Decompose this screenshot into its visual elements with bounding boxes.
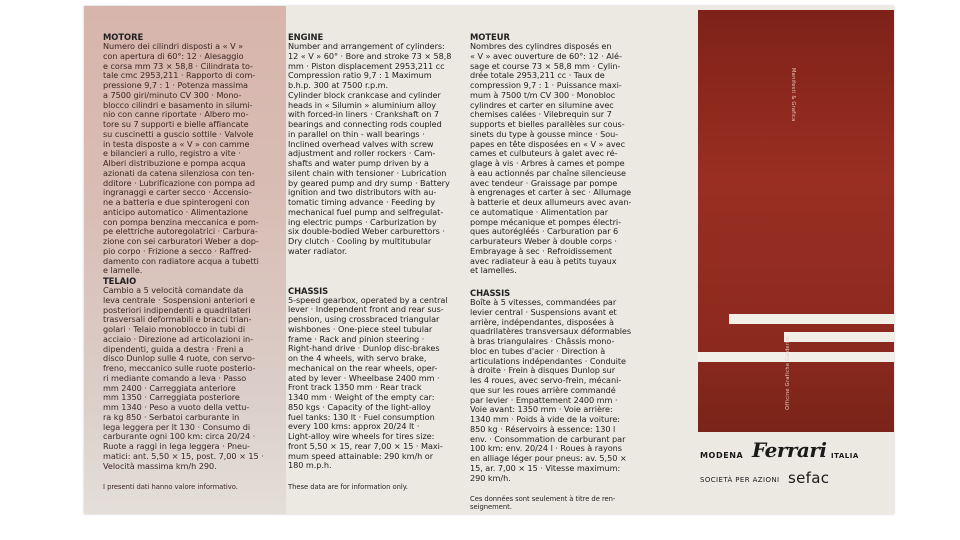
moteur-text: Nombres des cylindres disposés en « V » avec ouverture de 60°: 12 · Alé- sage et course 73 × 58,8 mm · Cylin- drée totale 2953,211 cc · Taux de compression 9,7 : 1 · Puissance maxi- mum à 7500 t/m CV 300 · Monobloc cylindres et carter en silumine avec chemises calées · Vilebrequin sur 7 supports et bielles parallèles sur cous- sinets du type à gousse mince · Sou- papes en tête disposées en « V » avec cames et culbuteurs à galet avec ré- glage à vis · Arbres à cames et pompe à eau actionnés par chaîne silencieuse avec tendeur · Graissage par pompe à engrenages et carter à sec · Allumage à batterie et deux allumeurs avec avan- ce automatique · Alimentation par pompe mécanique et pompes électri- ques autorégléés · Carburation par 6 carburateurs Weber à double corps · Embrayage à sec · Refroidissement avec radiateur à eau à petits tuyaux et lamelles. (470, 41, 632, 276)
logo-ferrari-wordmark: Ferrari (752, 438, 827, 462)
english-column (288, 32, 458, 491)
engine-text: Number and arrangement of cylinders: 12 « V » 60° · Bore and stroke 73 × 58,8 mm · Piston displacement 2953,211 cc Compression ratio 9,7 : 1 Maximum b.h.p. 300 at 7500 r.p.m. Cylinder block crankcase and cylinder heads in « Silumin » aluminium alloy with forced-in liners · Crankshaft on 7 bearings and connecting rods coupled in parallel on thin - wall bearings · Inclined overhead valves with screw adjustment and roller rockers · Cam- shafts and water pump driven by a silent chain with tensioner · Lubrication by geared pump and dry sump · Battery ignition and two distributors with au- tomatic timing advance · Feeding by mechanical fuel pump and selfregulat- ing electric pumps · Carburization by six double-bodied Weber carburettors · Dry clutch · Cooling by multitubular water radiator. (288, 41, 452, 256)
chassis-text-fr: Boîte à 5 vitesses, commandées par levier central · Suspensions avant et arrière, indépendantes, disposées à quadrilatères transversaux déformables à bras triangulaires · Châssis mono- bloc en tubes d'acier · Direction à articulations indépendantes · Conduite à droite · Frein à disques Dunlop sur les 4 roues, avec servo-frein, mécani- que sur les roues arrière commandé par levier · Empattement 2400 mm · Voie avant: 1350 mm · Voie arrière: 1340 mm · Poids à vide de la voiture: 850 kg · Réservoirs à essence: 130 l env. · Consommation de carburant par 100 km: env. 20/24 l · Roues à rayons en alliage léger pour pneus: av. 5,50 × 15, ar. 7,00 × 15 · Vitesse maximum: 290 km/h. (470, 297, 632, 483)
motore-text: Numero dei cilindri disposti a « V » con apertura di 60°: 12 · Alesaggio e corsa mm 73 × 58,8 · Cilindrata to- tale cmc 2953,211 · Rapporto di com- pressione 9,7 : 1 · Potenza massima a 7500 giri/minuto CV 300 · Mono- blocco cilindri e basamento in silumi- nio con canne riportate · Albero mo- tore su 7 supporti e bielle affiancate su cuscinetti a guscio sottile · Valvole in testa disposte a « V » con camme e bilancieri a rullo, registro a vite · Alberi distribuzione e pompa acqua azionati da catena silenziosa con ten- dditore · Lubrificazione con pompa ad ingranaggi e carter secco · Accensio- ne a batteria e due spinterogeni con anticipo automatico · Alimentazione con pompa benzina meccanica e pom- pe elettriche autoregolatrici · Carbura- zione con sei carburatori Weber a dop- pio corpo · Frizione a secco · Raffred- damento con radiatore acqua a tubetti e lamelle. (103, 41, 259, 276)
motore-heading: MOTORE (103, 32, 144, 42)
printer-credit-bottom: Officine Grafiche Calderini (785, 336, 791, 410)
italian-column (103, 32, 303, 491)
white-stripe-1 (729, 314, 894, 324)
french-column (470, 32, 640, 512)
logo-modena: MODENA (700, 451, 744, 460)
english-note: These data are for information only. (288, 483, 408, 491)
telaio-text: Cambio a 5 velocità comandate da leva centrale · Sospensioni anteriori e posteriori indipendenti a quadrilateri trasversali deformabili e bracci trian- golari · Telaio monoblocco in tubi di acciaio · Direzione ad articolazioni in- dipendenti, guida a destra · Freni a disco Dunlop sulle 4 ruote, con servo- freno, meccanico sulle ruote posterio- ri mediante comando a leva · Passo mm 2400 · Carreggiata anteriore mm 1350 · Carreggiata posteriore mm 1340 · Peso a vuoto della vettu- ra kg 850 · Serbatoi carburante in lega leggera per lt 130 · Consumo di carburante ogni 100 km: circa 20/24 · Ruote a raggi in lega leggera · Pneu- matici: ant. 5,50 × 15, post. 7,00 × 15 · Velocità massima km/h 290. (103, 285, 264, 471)
chassis-heading-fr: CHASSIS (470, 288, 511, 298)
chassis-text-en: 5-speed gearbox, operated by a central lever · Independent front and rear sus- pension, using crossbraced triangular wishbones · One-piece steel tubular frame · Rack and pinion steering · Right-hand drive · Dunlop disc-brakes on the 4 wheels, with servo brake, mechanical on the rear wheels, oper- ated by lever · Wheelbase 2400 mm · Front track 1350 mm · Rear track 1340 mm · Weight of the empty car: 850 kgs · Capacity of the light-alloy fuel tanks: 130 lt · Fuel consumption every 100 kms: approx 20/24 lt · Light-alloy wire wheels for tires size: front 5,50 × 15, rear 7,00 × 15 · Maxi- mum speed attainable: 290 km/h or 180 m.p.h. (288, 294, 448, 471)
white-stripe-2 (784, 332, 894, 342)
logo-italia: ITALIA (831, 452, 859, 460)
white-stripe-3 (698, 352, 894, 362)
logo-societa: SOCIETÀ PER AZIONI (700, 476, 780, 484)
printer-credit-top: Manifesti & Grafica (790, 68, 796, 122)
chassis-heading-en: CHASSIS (288, 285, 329, 296)
telaio-heading: TELAIO (103, 276, 137, 286)
engine-heading: ENGINE (288, 32, 324, 42)
italian-note: I presenti dati hanno valore informativo. (103, 483, 238, 492)
moteur-heading: MOTEUR (470, 32, 510, 42)
french-note: Ces données sont seulement à titre de ren- seignement. (470, 495, 616, 512)
red-artwork-panel (698, 10, 894, 432)
logo-sefac: sefac (788, 469, 830, 487)
